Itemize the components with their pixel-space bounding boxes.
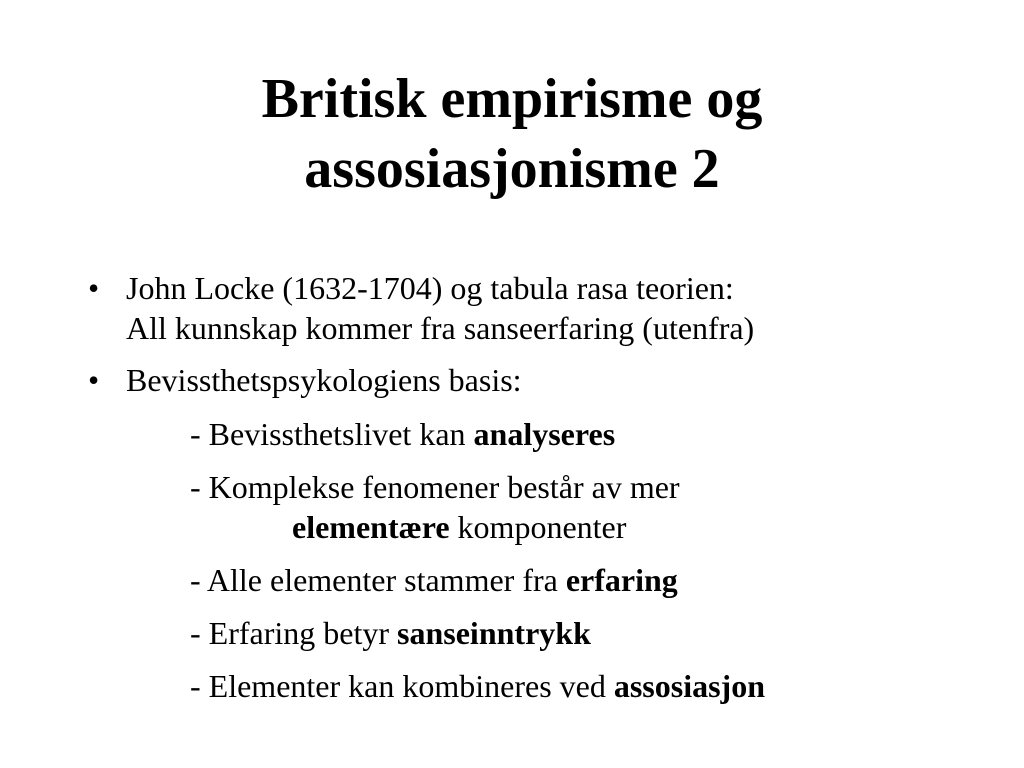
sub-item-text: - Elementer kan kombineres ved xyxy=(190,668,614,704)
sub-item-elementaere xyxy=(0,467,1024,547)
sub-item-emphasis: elementære xyxy=(292,509,450,545)
sub-item-text: - Alle elementer stammer fra xyxy=(190,562,566,598)
slide-body xyxy=(0,268,1024,719)
sub-item-continuation xyxy=(190,507,1024,547)
slide-title xyxy=(0,64,1024,204)
bullet-icon: • xyxy=(88,362,100,398)
bullet-text-line-2: All kunnskap kommer fra sanseerfaring (utenfra) xyxy=(126,310,755,346)
sub-item-sanseinntrykk xyxy=(0,613,1024,653)
sub-item-assosiasjon xyxy=(0,666,1024,706)
bullet-icon: • xyxy=(88,270,100,306)
sub-item-suffix: komponenter xyxy=(449,509,627,545)
sub-item-text: - Komplekse fenomener består av mer xyxy=(190,469,680,505)
sub-item-emphasis: sanseinntrykk xyxy=(397,615,591,651)
sub-item-emphasis: assosiasjon xyxy=(613,668,765,704)
bullet-text-line-1: John Locke (1632-1704) og tabula rasa teorien: xyxy=(126,270,734,306)
sub-item-emphasis: erfaring xyxy=(565,562,678,598)
sub-item-emphasis: analyseres xyxy=(473,416,616,452)
title-line-2: assosiasjonisme 2 xyxy=(304,138,720,200)
sub-item-erfaring xyxy=(0,560,1024,600)
title-line-1: Britisk empirisme og xyxy=(261,68,763,130)
sub-item-text: - Erfaring betyr xyxy=(190,615,398,651)
bullet-text: Bevissthetspsykologiens basis: xyxy=(126,362,522,398)
bullet-item-basis xyxy=(0,360,1024,400)
bullet-item-locke xyxy=(0,268,1024,348)
sub-item-analyseres xyxy=(0,414,1024,454)
sub-item-text: - Bevissthetslivet kan xyxy=(190,416,474,452)
